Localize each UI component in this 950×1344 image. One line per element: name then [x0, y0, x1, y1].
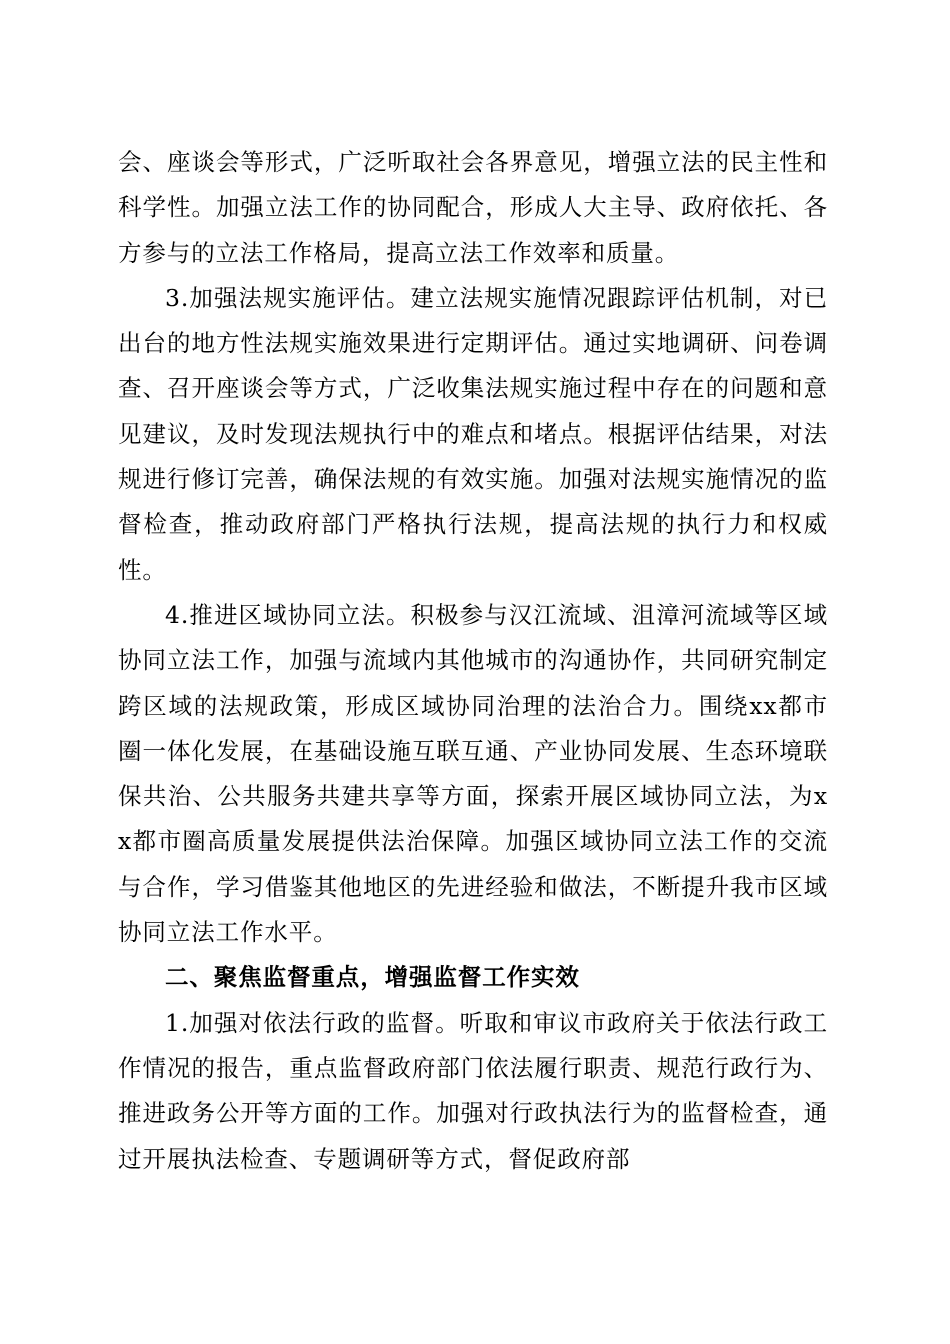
paragraph-legislation-coordination: 会、座谈会等形式，广泛听取社会各界意见，增强立法的民主性和科学性。加强立法工作的协同配合，形成人大主导、政府依托、各方参与的立法工作格局，提高立法工作效率和质量。 — [118, 148, 828, 267]
paragraph-regulation-evaluation: 3.加强法规实施评估。建立法规实施情况跟踪评估机制，对已出台的地方性法规实施效果进行定期评估。通过实地调研、问卷调查、召开座谈会等方式，广泛收集法规实施过程中存在的问题和意见建议，及时发现法规执行中的难点和堵点。根据评估结果，对法规进行修订完善，确保法规的有效实施。加强对法规实施情况的监督检查，推动政府部门严格执行法规，提高法规的执行力和权威性。 — [118, 283, 828, 584]
document-page — [118, 140, 828, 1182]
section-heading-supervision: 二、聚焦监督重点，增强监督工作实效 — [165, 963, 580, 992]
paragraph-administration-supervision: 1.加强对依法行政的监督。听取和审议市政府关于依法行政工作情况的报告，重点监督政府部门依法履行职责、规范行政行为、推进政务公开等方面的工作。加强对行政执法行为的监督检查，通过开展执法检查、专题调研等方式，督促政府部 — [118, 1008, 828, 1173]
paragraph-regional-legislation: 4.推进区域协同立法。积极参与汉江流域、沮漳河流域等区域协同立法工作，加强与流域内其他城市的沟通协作，共同研究制定跨区域的法规政策，形成区域协同治理的法治合力。围绕xx都市圈一体化发展，在基础设施互联互通、产业协同发展、生态环境联保共治、公共服务共建共享等方面，探索开展区域协同立法，为xx都市圈高质量发展提供法治保障。加强区域协同立法工作的交流与合作，学习借鉴其他地区的先进经验和做法，不断提升我市区域协同立法工作水平。 — [118, 600, 828, 947]
